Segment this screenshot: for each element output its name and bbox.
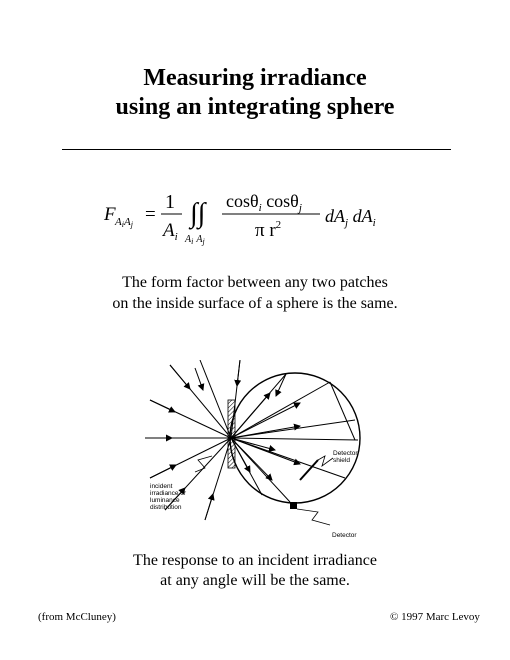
eq-equals: =	[145, 204, 156, 225]
copyright: © 1997 Marc Levoy	[390, 611, 480, 623]
caption-2-line-1: The response to an incident irradiance	[133, 552, 377, 569]
svg-text:cosθi cosθj: cosθ$_i$ cosθ$_j$	[226, 191, 302, 214]
title-line-1: Measuring irradiance	[143, 65, 367, 91]
integrating-sphere-diagram	[0, 360, 510, 545]
detector	[290, 502, 297, 509]
internal-rays	[231, 374, 358, 502]
divider	[62, 149, 451, 150]
caption-1-line-1: The form factor between any two patches	[122, 274, 388, 291]
caption-2-line-2: at any angle will be the same.	[160, 572, 350, 589]
eq-one: 1	[165, 191, 175, 213]
double-integral: ∫∫	[190, 198, 206, 229]
label-detector-shield-1: Detector	[333, 450, 358, 457]
credit: (from McCluney)	[38, 611, 116, 623]
svg-text:AiAj: AiAj	[115, 216, 133, 229]
label-incident-4: distribution	[150, 504, 182, 511]
label-detector: Detector	[332, 532, 357, 539]
svg-text:π r2: π $r^2$	[255, 219, 282, 241]
eq-lhs: F	[104, 204, 116, 225]
label-incident-3: luminance	[150, 497, 180, 504]
svg-text:AiAj: $A_i$ $A_j$	[185, 234, 205, 246]
label-detector-shield-2: shield	[333, 457, 350, 464]
label-incident-1: incident	[150, 483, 173, 490]
caption-1-line-2: on the inside surface of a sphere is the same.	[112, 295, 398, 312]
svg-text:Ai: $A_i$	[163, 220, 178, 243]
label-incident-2: irradiance or	[150, 490, 187, 497]
form-factor-equation	[0, 170, 510, 250]
svg-text:dAj dAi: $dA_j$ $dA_i$	[325, 206, 376, 229]
title-line-2: using an integrating sphere	[115, 94, 395, 120]
